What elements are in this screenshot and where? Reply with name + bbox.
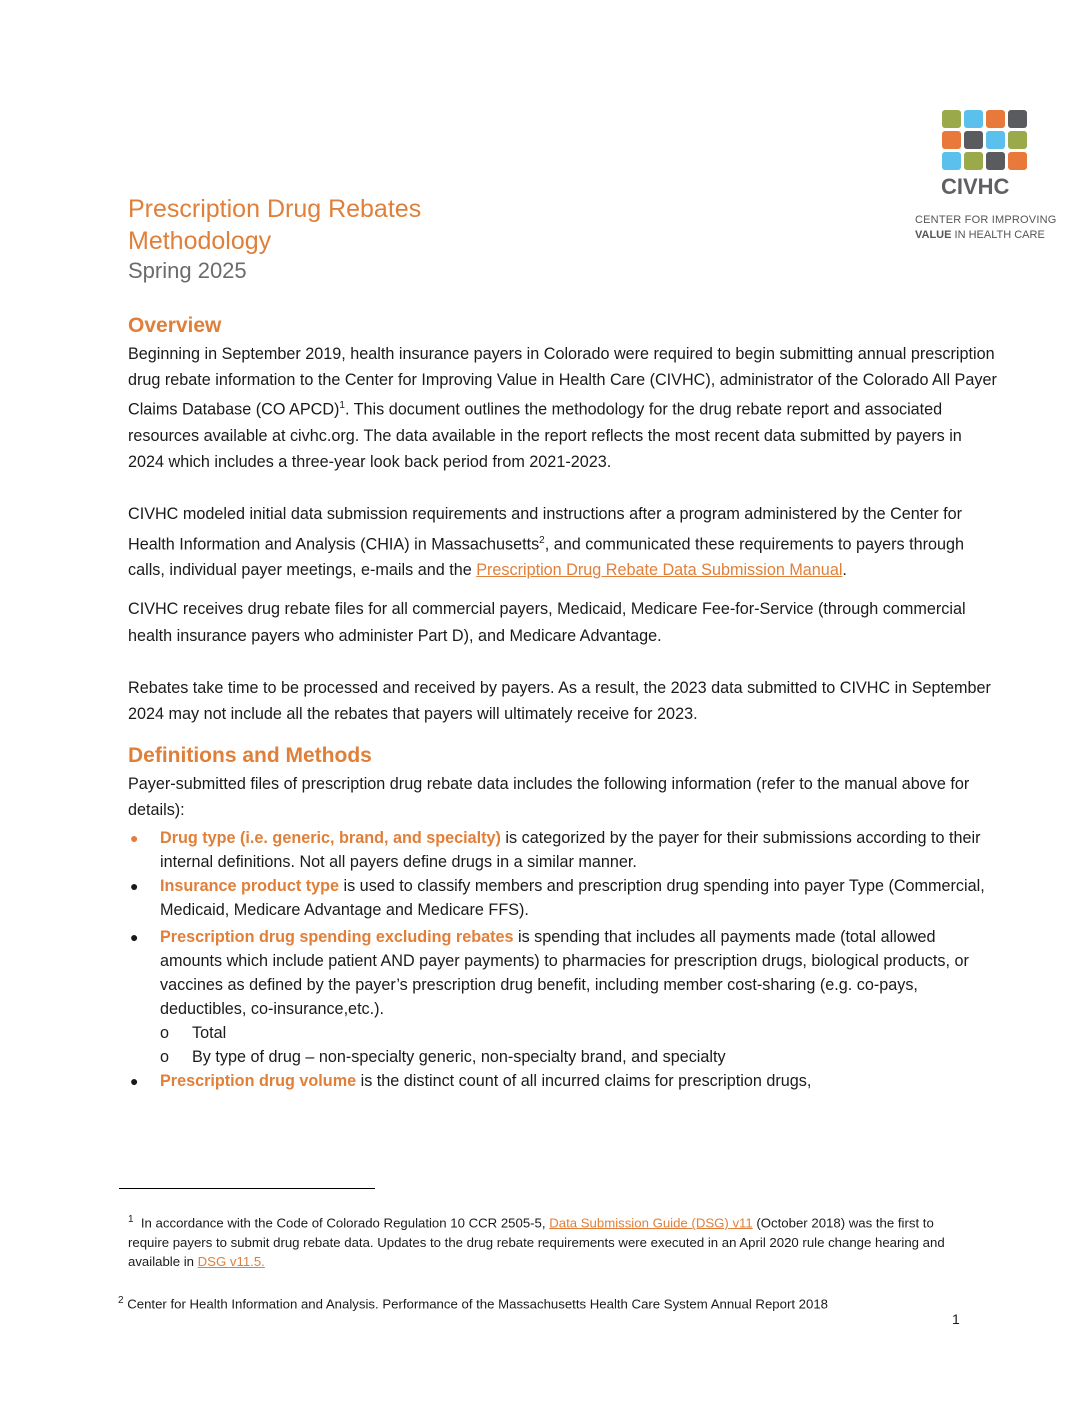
text: . [842, 561, 847, 580]
sub-item-text: Total [192, 1023, 227, 1042]
logo-grid-icon [942, 110, 1026, 172]
text: , and communicated these requirements to payers through calls, individual payer meetings, e-mails and the [128, 535, 965, 580]
logo-tile [1008, 131, 1027, 149]
definition-text: is the distinct count of all incurred claims for prescription drugs, [356, 1071, 812, 1090]
sub-item-text: By type of drug – non-specialty generic, non-specialty brand, and specialty [192, 1047, 726, 1066]
logo-tagline-rest: IN HEALTH CARE [951, 229, 1045, 241]
logo-tagline-1: CENTER FOR IMPROVING [915, 214, 1057, 226]
dsg-v11-5-link[interactable]: DSG v11.5. [197, 1254, 265, 1270]
text: . This document outlines the methodology for the drug rebate report and associated resources available at civhc.org. The data available in the report reflects the most recent data submitted by payers in 2024 which includes a three-year look back period from 2021-2023. [128, 400, 962, 472]
definitions-heading: Definitions and Methods [128, 744, 372, 768]
logo-tile [942, 152, 961, 170]
dsg-v11-link[interactable]: Data Submission Guide (DSG) v11 [549, 1215, 753, 1231]
sub-list-item [128, 1021, 998, 1045]
logo-tile [1008, 110, 1027, 128]
circle-bullet-icon: o [160, 1023, 170, 1042]
title-line-1: Prescription Drug Rebates [128, 195, 422, 223]
footnote-1 [128, 1210, 968, 1272]
definition-text: is used to classify members and prescription drug spending into payer Type (Commercial, Medicaid, Medicare Advantage and Medicare FFS). [160, 876, 985, 919]
bullet-icon: ● [130, 829, 139, 846]
footnote-separator [119, 1188, 375, 1189]
document-body [128, 311, 998, 1093]
footnote-2 [118, 1291, 978, 1314]
document-title [128, 193, 421, 257]
footnote-number: 1 [128, 1214, 134, 1225]
submission-manual-link[interactable]: Prescription Drug Rebate Data Submission Manual [476, 561, 843, 580]
definition-term: Prescription drug volume [160, 1071, 357, 1090]
sub-list [128, 1021, 998, 1069]
logo-tile [986, 131, 1005, 149]
bullet-icon: ● [130, 1072, 139, 1089]
text: Beginning in September 2019, health insurance payers in Colorado were required to begin submitting annual prescription drug rebate information to the Center for Improving Value in Health Care (CIVHC), administrator of the Colorado All Payer Claims Database (CO APCD) [128, 345, 997, 419]
title-line-2: Methodology [128, 227, 272, 255]
logo-tile [986, 110, 1005, 128]
footnote-ref-2[interactable]: 2 [539, 534, 545, 546]
text: (October 2018) was the first to require payers to submit drug rebate data. Updates to the drug rebate requirements were executed in an April 2020 rule change hearing and available in [128, 1215, 945, 1270]
logo-tile [964, 110, 983, 128]
list-item [128, 826, 998, 874]
definition-term: Drug type (i.e. generic, brand, and specialty) [160, 828, 501, 847]
text: In accordance with the Code of Colorado Regulation 10 CCR 2505-5, [140, 1215, 550, 1231]
definition-text: is categorized by the payer for their submissions according to their internal definitions. Not all payers define drugs in a similar manner. [160, 828, 981, 871]
page-number: 1 [952, 1311, 960, 1327]
text: Center for Health Information and Analysis. Performance of the Massachusetts Health Care System Annual Report 2018 [127, 1296, 828, 1312]
overview-paragraph-1 [128, 341, 998, 475]
bullet-icon: ● [130, 877, 139, 894]
overview-paragraph-4: Rebates take time to be processed and received by payers. As a result, the 2023 data submitted to CIVHC in September 2024 may not include all the rebates that payers will ultimately receive for 2023. [128, 678, 991, 724]
list-item [128, 1069, 998, 1093]
sub-list-item [128, 1045, 998, 1069]
bullet-icon: ● [130, 928, 139, 945]
logo-tile [942, 131, 961, 149]
definitions-list [128, 826, 998, 1093]
footnote-ref-1[interactable]: 1 [339, 400, 345, 412]
definition-text: is spending that includes all payments made (total allowed amounts which include patient AND payer payments) to pharmacies for prescription drugs, biological products, or vaccines as defined by the payer’s prescription drug benefit, including member cost-sharing (e.g. co-pays, deductibles, co-insurance,etc.). [160, 927, 969, 1018]
definition-term: Prescription drug spending excluding rebates [160, 927, 514, 946]
logo-tagline-bold: VALUE [915, 229, 952, 241]
logo-tagline-2 [915, 229, 1045, 241]
logo-tile [964, 152, 983, 170]
definitions-intro: Payer-submitted files of prescription drug rebate data includes the following information (refer to the manual above for details): [128, 775, 970, 820]
overview-paragraph-2 [128, 501, 998, 583]
circle-bullet-icon: o [160, 1047, 170, 1066]
document-subtitle: Spring 2025 [128, 258, 247, 283]
list-item [128, 874, 998, 922]
definition-term: Insurance product type [160, 876, 339, 895]
logo-tile [964, 131, 983, 149]
overview-heading: Overview [128, 314, 222, 337]
list-item [128, 925, 998, 1069]
logo-tile [986, 152, 1005, 170]
logo-wordmark: CIVHC [941, 174, 1010, 199]
footnote-number: 2 [118, 1295, 124, 1306]
overview-paragraph-3: CIVHC receives drug rebate files for all commercial payers, Medicaid, Medicare Fee-for-Service (through commercial health insurance payers who administer Part D), and Medicare Advantage. [128, 600, 966, 645]
logo-tile [1008, 152, 1027, 170]
logo-tile [942, 110, 961, 128]
text: CIVHC modeled initial data submission requirements and instructions after a program administered by the Center for Health Information and Analysis (CHIA) in Massachusetts [128, 505, 963, 553]
